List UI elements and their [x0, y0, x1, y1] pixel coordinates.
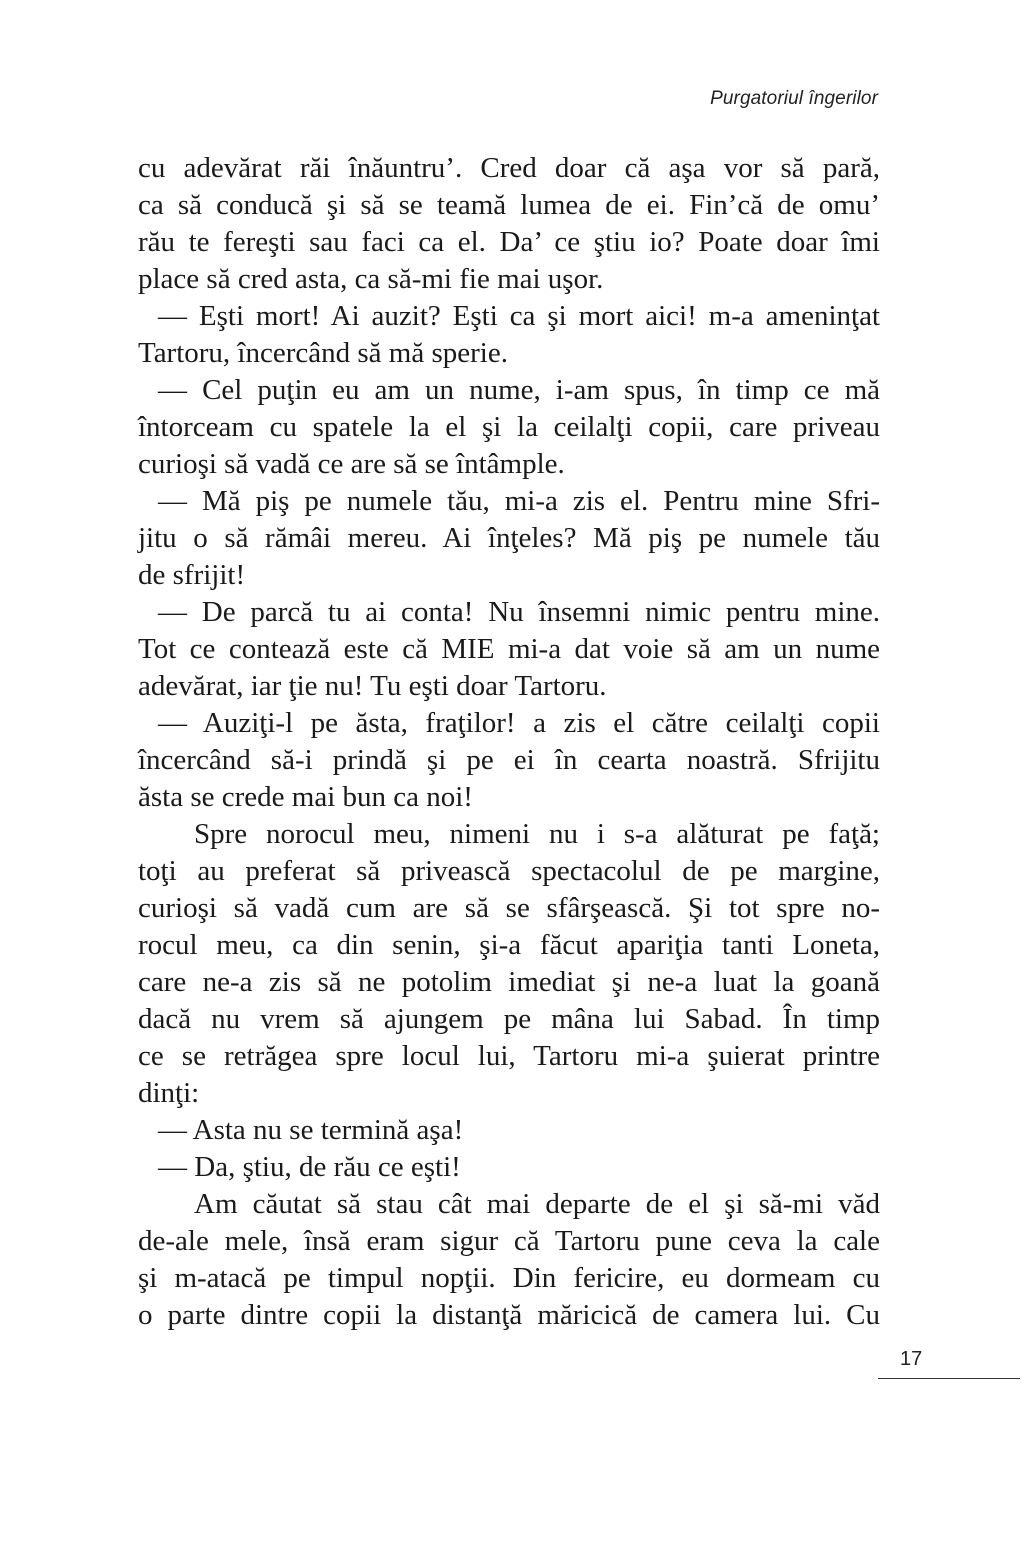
page-number: 17 [900, 1348, 923, 1370]
paragraph-start-line: Spre norocul meu, nimeni nu i s-a alăturat pe faţă; [194, 818, 880, 850]
text-line: încercând să-i prindă şi pe ei în cearta noastră. Sfrijitu [138, 744, 880, 776]
text-line: adevărat, iar ţie nu! Tu eşti doar Tartoru. [138, 670, 607, 702]
text-line: de sfrijit! [138, 559, 246, 591]
text-line: curioşi să vadă ce are să se întâmple. [138, 448, 565, 480]
text-line: Tot ce contează este că MIE mi-a dat voie să am un nume [138, 633, 880, 665]
text-line: de-ale mele, însă eram sigur că Tartoru pune ceva la cale [138, 1225, 880, 1257]
text-line: şi m-atacă pe timpul nopţii. Din fericire, eu dormeam cu [138, 1262, 880, 1294]
dialogue-line: — Da, ştiu, de rău ce eşti! [158, 1151, 461, 1183]
text-line: cu adevărat răi înăuntru’. Cred doar că aşa vor să pară, [138, 152, 880, 184]
text-line: rău te fereşti sau faci ca el. Da’ ce ştiu io? Poate doar îmi [138, 226, 880, 258]
body-text [138, 150, 880, 1334]
text-line: toţi au preferat să privească spectacolul de pe margine, [138, 855, 880, 887]
text-line: rocul meu, ca din senin, şi-a făcut apariţia tanti Loneta, [138, 929, 880, 961]
footer-rule [878, 1378, 1020, 1379]
text-line: place să cred asta, ca să-mi fie mai uşor. [138, 263, 604, 295]
text-line: ce se retrăgea spre locul lui, Tartoru mi-a şuierat printre [138, 1040, 880, 1072]
dialogue-line: — Cel puţin eu am un nume, i-am spus, în timp ce mă [158, 374, 880, 406]
text-line: dacă nu vrem să ajungem pe mâna lui Sabad. În timp [138, 1003, 880, 1035]
dialogue-line: — De parcă tu ai conta! Nu însemni nimic pentru mine. [158, 596, 880, 628]
text-line: care ne-a zis să ne potolim imediat şi ne-a luat la goană [138, 966, 880, 998]
text-line: ca să conducă şi să se teamă lumea de ei. Fin’că de omu’ [138, 189, 880, 221]
text-line: curioşi să vadă cum are să se sfârşească. Şi tot spre no- [138, 892, 880, 924]
text-line: întorceam cu spatele la el şi la ceilalţi copii, care priveau [138, 411, 880, 443]
dialogue-line: — Asta nu se termină aşa! [158, 1114, 464, 1146]
text-line: ăsta se crede mai bun ca noi! [138, 781, 473, 813]
running-header: Purgatoriul îngerilor [710, 88, 878, 109]
dialogue-line: — Mă piş pe numele tău, mi-a zis el. Pentru mine Sfri- [158, 485, 880, 517]
text-line: dinţi: [138, 1077, 200, 1109]
paragraph-start-line: Am căutat să stau cât mai departe de el şi să-mi văd [194, 1188, 880, 1220]
text-line: jitu o să rămâi mereu. Ai înţeles? Mă piş pe numele tău [138, 522, 880, 554]
dialogue-line: — Eşti mort! Ai auzit? Eşti ca şi mort aici! m-a ameninţat [158, 300, 880, 332]
dialogue-line: — Auziţi-l pe ăsta, fraţilor! a zis el către ceilalţi copii [158, 707, 880, 739]
text-line: o parte dintre copii la distanţă măricică de camera lui. Cu [138, 1299, 880, 1331]
text-line: Tartoru, încercând să mă sperie. [138, 337, 508, 369]
